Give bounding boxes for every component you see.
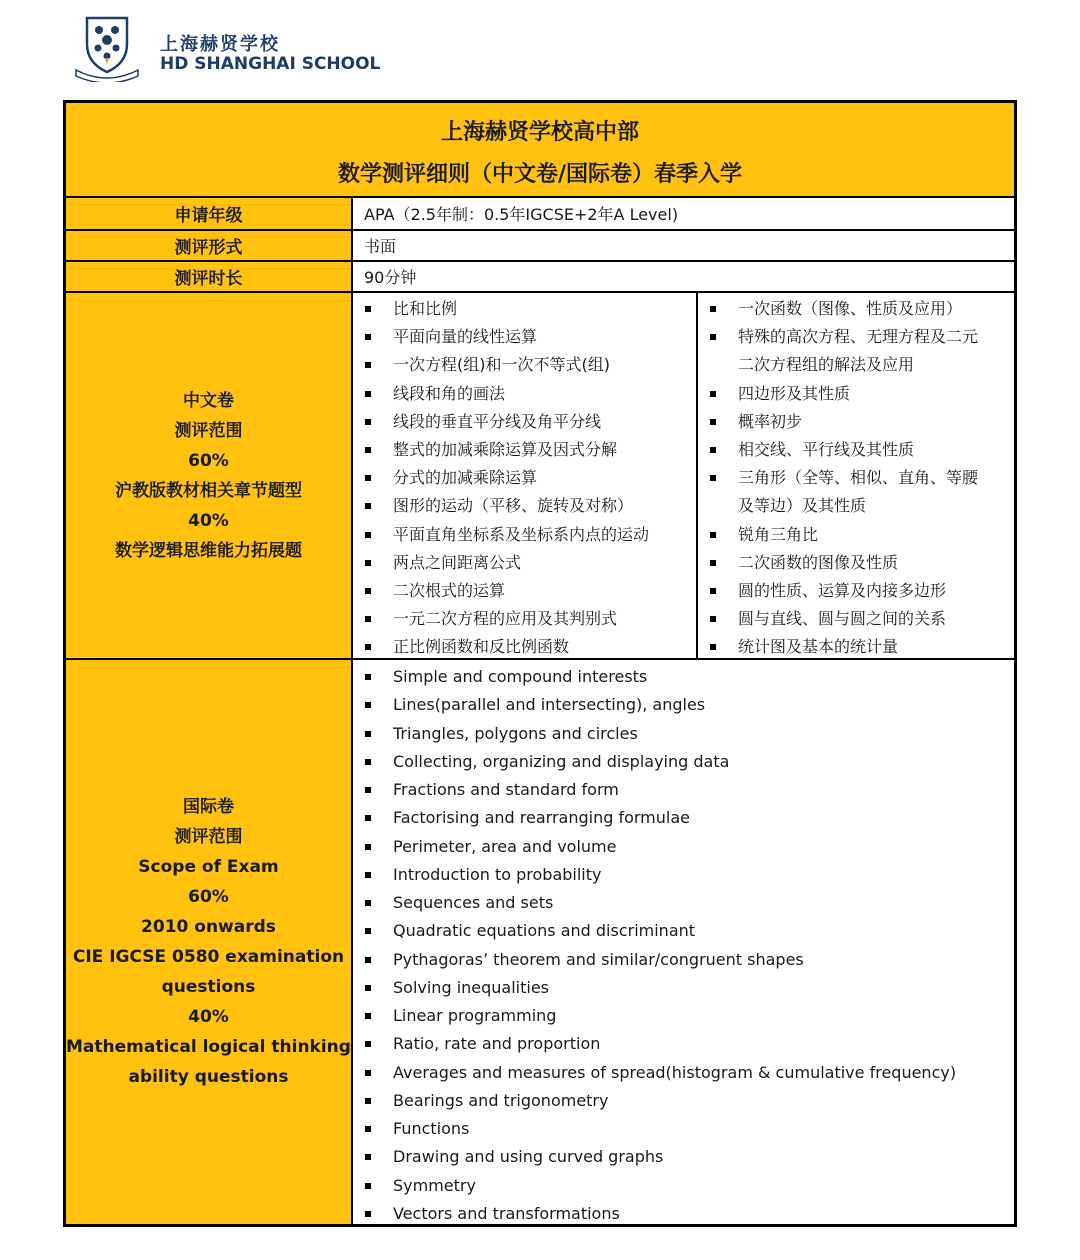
international-label-line: Mathematical logical thinking — [66, 1037, 351, 1057]
list-item: 相交线、平行线及其性质 — [698, 436, 1014, 464]
list-item-continuation: 及等边）及其性质 — [738, 496, 867, 516]
list-item: 三角形（全等、相似、直角、等腰 — [698, 464, 1014, 492]
duration-value: 90分钟 — [364, 268, 417, 287]
format-value: 书面 — [364, 237, 397, 256]
international-label-line: ability questions — [128, 1067, 289, 1087]
list-item: 二次函数的图像及性质 — [698, 549, 1014, 577]
list-item: 特殊的高次方程、无理方程及二元 — [698, 323, 1014, 351]
assessment-table — [63, 100, 1017, 1227]
grade-label: 申请年级 — [66, 198, 353, 229]
international-label-line: 2010 onwards — [141, 917, 276, 937]
list-item: 正比例函数和反比例函数 — [353, 633, 696, 661]
list-item: 四边形及其性质 — [698, 380, 1014, 408]
list-item: Functions — [353, 1115, 1013, 1143]
list-item: Symmetry — [353, 1172, 1013, 1200]
list-item: 图形的运动（平移、旋转及对称） — [353, 492, 696, 520]
list-item: Lines(parallel and intersecting), angles — [353, 691, 1013, 719]
format-label: 测评形式 — [66, 231, 353, 260]
list-item: Introduction to probability — [353, 861, 1013, 889]
list-item: 两点之间距离公式 — [353, 549, 696, 577]
list-item: 一次函数（图像、性质及应用） — [698, 295, 1014, 323]
chinese-label-line: 沪教版教材相关章节题型 — [115, 480, 302, 501]
list-item: Fractions and standard form — [353, 776, 1013, 804]
list-item: 整式的加减乘除运算及因式分解 — [353, 436, 696, 464]
list-item: Averages and measures of spread(histogram & cumulative frequency) — [353, 1059, 1013, 1087]
list-item: Factorising and rearranging formulae — [353, 804, 1013, 832]
list-item: Collecting, organizing and displaying data — [353, 748, 1013, 776]
list-item: Pythagoras’ theorem and similar/congruent shapes — [353, 946, 1013, 974]
international-topics — [353, 663, 1013, 1228]
list-item: 统计图及基本的统计量 — [698, 633, 1014, 661]
list-item: Linear programming — [353, 1002, 1013, 1030]
list-item: 圆与直线、圆与圆之间的关系 — [698, 605, 1014, 633]
list-item: Drawing and using curved graphs — [353, 1143, 1013, 1171]
chinese-label-line: 数学逻辑思维能力拓展题 — [115, 540, 302, 561]
list-item: 分式的加减乘除运算 — [353, 464, 696, 492]
list-item: Solving inequalities — [353, 974, 1013, 1002]
list-item: Sequences and sets — [353, 889, 1013, 917]
list-item: 概率初步 — [698, 408, 1014, 436]
logo-chinese-name: 上海赫贤学校 — [160, 34, 280, 55]
duration-label: 测评时长 — [66, 262, 353, 291]
school-logo — [72, 14, 392, 86]
chinese-paper-label — [66, 293, 353, 658]
list-item: 平面向量的线性运算 — [353, 323, 696, 351]
list-item: Perimeter, area and volume — [353, 833, 1013, 861]
chinese-topics-left — [353, 295, 696, 661]
chinese-label-line: 测评范围 — [174, 420, 243, 441]
header-title: 上海赫贤学校高中部 — [440, 120, 639, 145]
international-label-line: 国际卷 — [182, 797, 234, 817]
list-item: 线段的垂直平分线及角平分线 — [353, 408, 696, 436]
chinese-label-line: 40% — [188, 510, 229, 531]
international-label-line: CIE IGCSE 0580 examination — [72, 947, 345, 967]
list-item: 线段和角的画法 — [353, 380, 696, 408]
international-label-line: 60% — [188, 887, 229, 907]
list-item: Triangles, polygons and circles — [353, 720, 1013, 748]
list-item: Simple and compound interests — [353, 663, 1013, 691]
list-item: 一元二次方程的应用及其判别式 — [353, 605, 696, 633]
list-item: 比和比例 — [353, 295, 696, 323]
list-item: 圆的性质、运算及内接多边形 — [698, 577, 1014, 605]
school-crest-icon — [72, 14, 142, 82]
header-subtitle: 数学测评细则（中文卷/国际卷）春季入学 — [337, 162, 743, 187]
grade-value: APA（2.5年制：0.5年IGCSE+2年A Level) — [364, 205, 679, 224]
table-header — [66, 103, 1014, 198]
international-paper-label — [66, 660, 353, 1224]
international-label-line: 测评范围 — [174, 827, 243, 847]
list-item: Bearings and trigonometry — [353, 1087, 1013, 1115]
logo-english-name: HD SHANGHAI SCHOOL — [160, 54, 381, 74]
list-item: 一次方程(组)和一次不等式(组) — [353, 351, 696, 379]
list-item: 锐角三角比 — [698, 521, 1014, 549]
chinese-label-line: 60% — [188, 450, 229, 471]
chinese-label-line: 中文卷 — [183, 390, 234, 411]
list-item: Quadratic equations and discriminant — [353, 917, 1013, 945]
international-label-line: Scope of Exam — [138, 857, 279, 877]
international-label-line: questions — [161, 977, 256, 997]
list-item: Ratio, rate and proportion — [353, 1030, 1013, 1058]
list-item-continuation: 二次方程组的解法及应用 — [738, 355, 915, 375]
list-item: 二次根式的运算 — [353, 577, 696, 605]
list-item: 平面直角坐标系及坐标系内点的运动 — [353, 521, 696, 549]
chinese-topics-right — [698, 295, 1014, 661]
international-label-line: 40% — [188, 1007, 229, 1027]
list-item: Vectors and transformations — [353, 1200, 1013, 1228]
